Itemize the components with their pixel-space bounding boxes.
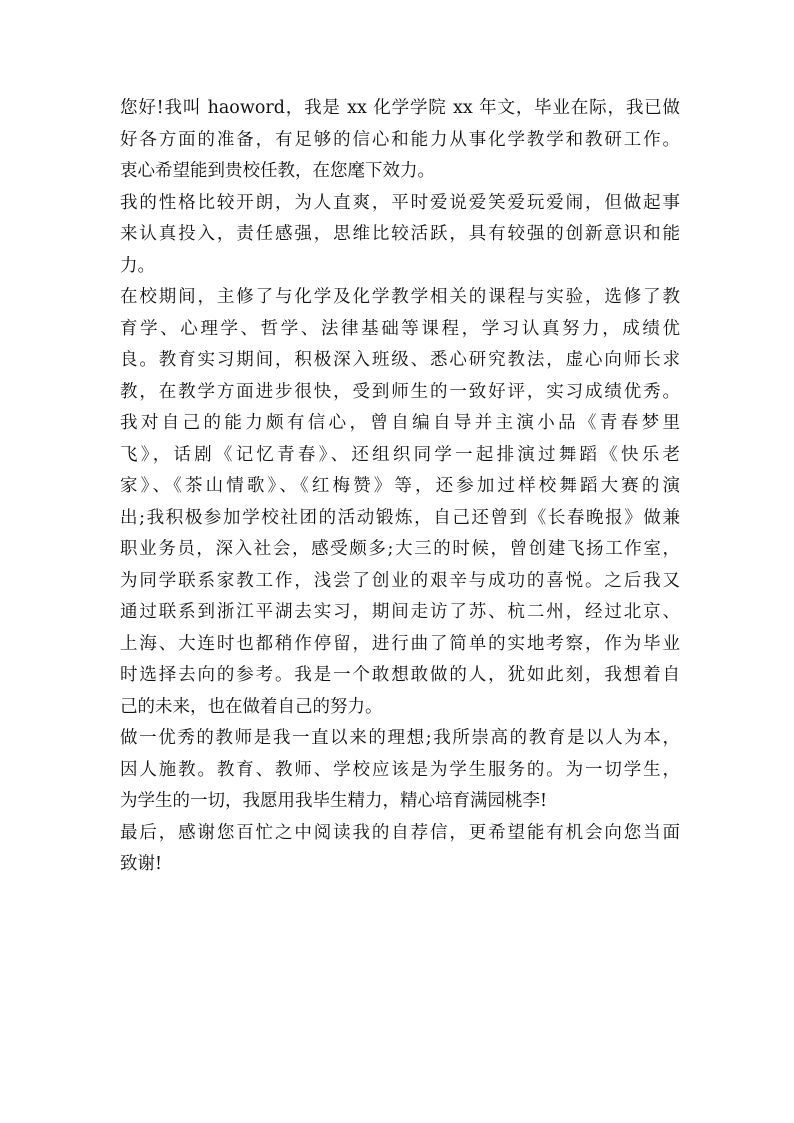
- text-line: 己的未来，也在做着自己的努力。: [120, 696, 383, 717]
- text-line: 衷心希望能到贵校任教，在您麾下效力。: [120, 161, 435, 181]
- paragraph-education: [120, 282, 680, 408]
- letter-body: [120, 93, 680, 881]
- text-line: 育学、心理学、哲学、法律基础等课程，学习认真努力，成绩优: [120, 318, 680, 339]
- text-line: 好各方面的准备，有足够的信心和能力从事化学教学和教研工作。: [120, 129, 680, 150]
- text-line: 家》、《茶山情歌》、《红梅赞》等，还参加过样校舞蹈大赛的演: [120, 476, 680, 496]
- text-line: 教，在教学方面进步很快，受到师生的一致好评，实习成绩优秀。: [120, 381, 680, 402]
- text-line: 为学生的一切，我愿用我毕生精力，精心培育满园桃李!: [120, 791, 548, 811]
- paragraph-ideal: [120, 723, 680, 818]
- text-line: 致谢!: [120, 854, 163, 874]
- text-line: 因人施教。教育、教师、学校应该是为学生服务的。为一切学生，: [120, 759, 680, 780]
- text-line: 我对自己的能力颇有信心，曾自编自导并主演小品《青春梦里: [120, 413, 680, 433]
- text-line: 做一优秀的教师是我一直以来的理想;我所崇高的教育是以人为本，: [120, 728, 680, 748]
- text-line: 职业务员，深入社会，感受颇多;大三的时候，曾创建飞扬工作室，: [120, 539, 680, 559]
- text-line: 为同学联系家教工作，浅尝了创业的艰辛与成功的喜悦。之后我又: [120, 570, 680, 591]
- text-line: 力。: [120, 255, 155, 276]
- text-line: 来认真投入，责任感强，思维比较活跃，具有较强的创新意识和能: [120, 224, 680, 244]
- paragraph-closing: [120, 818, 680, 881]
- text-line: 时选择去向的参考。我是一个敢想敢做的人，犹如此刻，我想着自: [120, 665, 680, 685]
- text-line: 最后，感谢您百忙之中阅读我的自荐信，更希望能有机会向您当面: [120, 822, 680, 843]
- text-line: 出;我积极参加学校社团的活动锻炼，自己还曾到《长春晚报》做兼: [120, 507, 680, 528]
- text-line: 飞》，话剧《记忆青春》、还组织同学一起排演过舞蹈《快乐老: [120, 444, 680, 465]
- paragraph-activities: [120, 408, 680, 723]
- text-line: 通过联系到浙江平湖去实习，期间走访了苏、杭二州，经过北京、: [120, 602, 680, 622]
- paragraph-personality: [120, 188, 680, 283]
- text-line: 良。教育实习期间，积极深入班级、悉心研究教法，虚心向师长求: [120, 350, 680, 370]
- text-line: 我的性格比较开朗，为人直爽，平时爱说爱笑爱玩爱闹，但做起事: [120, 192, 680, 213]
- text-line: 您好!我叫 haoword，我是 xx 化学学院 xx 年文，毕业在际，我已做: [120, 98, 680, 118]
- paragraph-greeting: [120, 93, 680, 188]
- text-line: 上海、大连时也都稍作停留，进行曲了简单的实地考察，作为毕业: [120, 633, 680, 654]
- text-line: 在校期间，主修了与化学及化学教学相关的课程与实验，选修了教: [120, 287, 680, 307]
